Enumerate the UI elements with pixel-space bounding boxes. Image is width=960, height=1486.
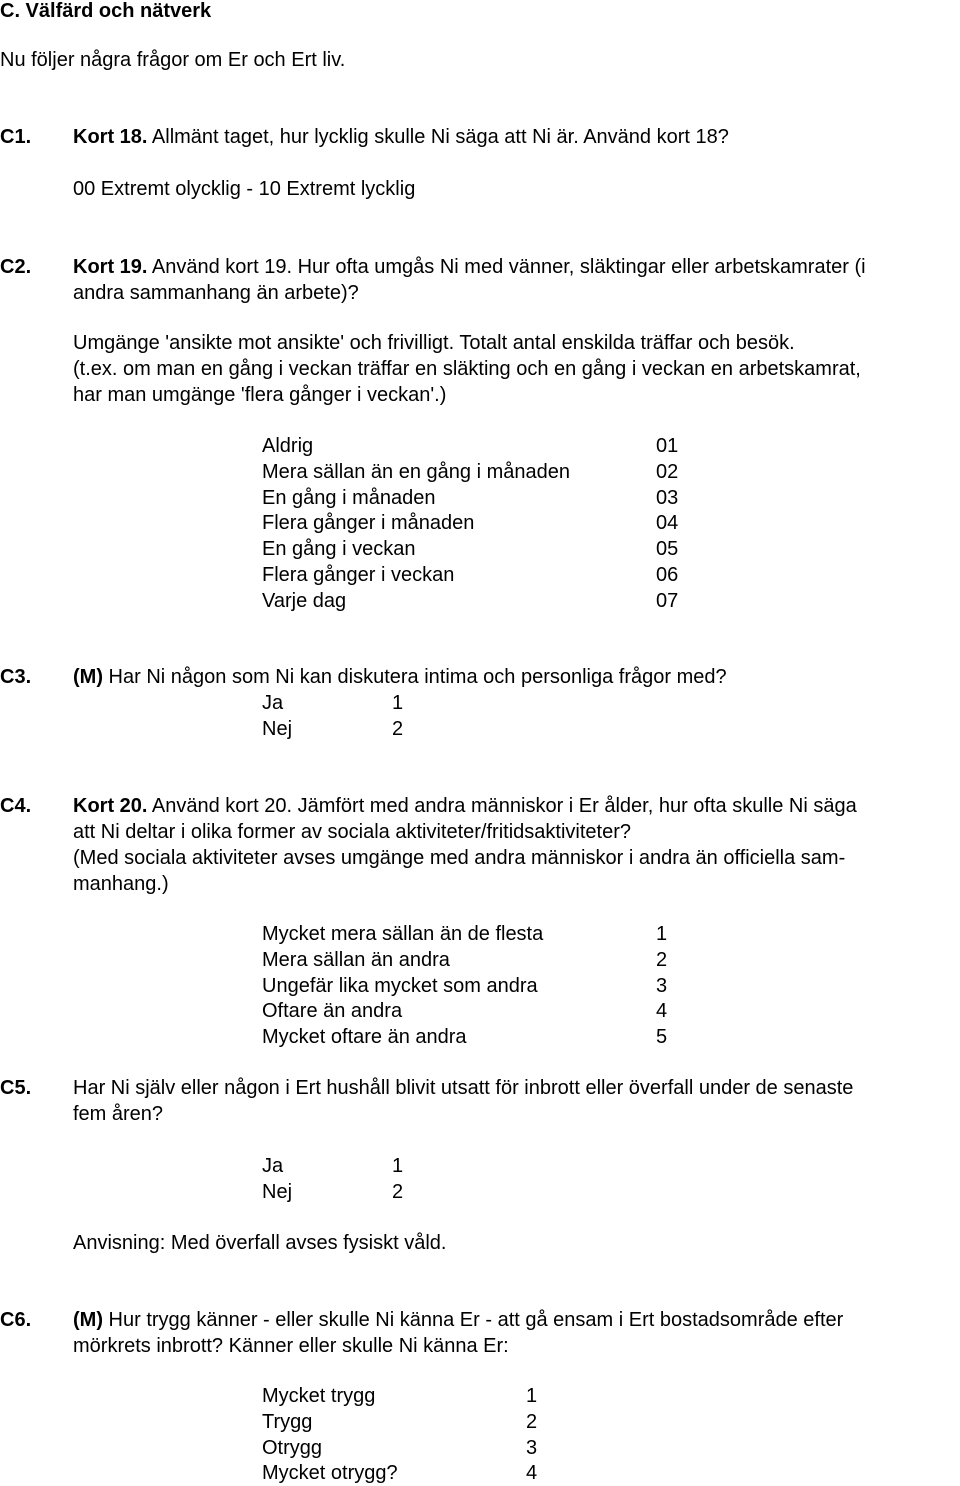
option-code: 1 bbox=[392, 692, 404, 714]
answer-options-c6 bbox=[262, 1383, 538, 1486]
question-text: Hur trygg känner - eller skulle Ni känna Er - att gå ensam i Ert bostadsområde efter bbox=[102, 1309, 844, 1331]
answer-option bbox=[262, 998, 668, 1024]
question-c2-line-1 bbox=[73, 254, 866, 280]
question-c4-line-1 bbox=[73, 793, 857, 819]
question-text: Har Ni någon som Ni kan diskutera intima och personliga frågor med? bbox=[102, 666, 727, 688]
question-c6-line-2: mörkrets inbrott? Känner eller skulle Ni känna Er: bbox=[73, 1335, 509, 1357]
instruction-note: Anvisning: Med överfall avses fysiskt våld. bbox=[73, 1232, 447, 1254]
answer-option bbox=[262, 947, 668, 973]
question-text: Allmänt taget, hur lycklig skulle Ni säga att Ni är. Använd kort 18? bbox=[147, 126, 729, 148]
option-code: 5 bbox=[656, 1026, 668, 1049]
option-code: 2 bbox=[392, 1180, 404, 1203]
option-code: 4 bbox=[656, 1000, 668, 1023]
question-c2-line-5: har man umgänge 'flera gånger i veckan'.) bbox=[73, 384, 447, 406]
question-c1-scale: 00 Extremt olycklig - 10 Extremt lycklig bbox=[73, 178, 416, 200]
answer-option bbox=[262, 921, 668, 947]
option-label: Nej bbox=[262, 1180, 293, 1203]
question-c2-line-4: (t.ex. om man en gång i veckan träffar en släkting och en gång i veckan en arbetskamrat, bbox=[73, 358, 861, 380]
question-number-c5: C5. bbox=[0, 1077, 32, 1099]
answer-option bbox=[262, 459, 679, 485]
option-code: 01 bbox=[656, 435, 679, 457]
option-code: 2 bbox=[656, 948, 668, 971]
option-label: Varje dag bbox=[262, 589, 347, 612]
question-c2-line-3: Umgänge 'ansikte mot ansikte' och frivilligt. Totalt antal enskilda träffar och besök. bbox=[73, 332, 795, 354]
question-c4-line-2: att Ni deltar i olika former av sociala aktiviteter/fritidsaktiviteter? bbox=[73, 821, 631, 843]
option-label: Mera sällan än andra bbox=[262, 948, 450, 971]
option-code: 1 bbox=[392, 1155, 404, 1177]
question-number-c2: C2. bbox=[0, 256, 32, 278]
answer-option bbox=[262, 1383, 538, 1409]
answer-option bbox=[262, 562, 679, 588]
answer-option bbox=[262, 588, 679, 614]
question-c6-line-1 bbox=[73, 1307, 843, 1333]
option-code: 2 bbox=[526, 1410, 538, 1433]
option-label: Mycket trygg bbox=[262, 1385, 376, 1407]
question-number-c4: C4. bbox=[0, 795, 32, 817]
answer-option bbox=[262, 1153, 404, 1179]
answer-options-c2 bbox=[262, 433, 679, 614]
mode-marker: (M) bbox=[73, 666, 103, 688]
question-c2-line-2: andra sammanhang än arbete)? bbox=[73, 282, 359, 304]
option-label: Mera sällan än en gång i månaden bbox=[262, 460, 570, 483]
option-label: Mycket otrygg? bbox=[262, 1462, 398, 1485]
answer-option bbox=[262, 1024, 668, 1050]
answer-option bbox=[262, 1460, 538, 1486]
answer-option bbox=[262, 536, 679, 562]
question-number-c1: C1. bbox=[0, 126, 32, 148]
option-code: 04 bbox=[656, 512, 679, 535]
question-number-c3: C3. bbox=[0, 666, 32, 688]
option-label: Otrygg bbox=[262, 1436, 323, 1459]
option-code: 07 bbox=[656, 589, 679, 612]
option-code: 05 bbox=[656, 538, 679, 561]
question-c5-line-1: Har Ni själv eller någon i Ert hushåll blivit utsatt för inbrott eller överfall under de senaste bbox=[73, 1077, 854, 1099]
option-label: Nej bbox=[262, 717, 293, 740]
question-number-c6: C6. bbox=[0, 1309, 32, 1331]
card-reference: Kort 20. bbox=[73, 795, 148, 817]
section-intro: Nu följer några frågor om Er och Ert liv. bbox=[0, 49, 346, 71]
option-label: Ja bbox=[262, 692, 284, 714]
question-c3-line-1 bbox=[73, 664, 727, 690]
option-label: En gång i månaden bbox=[262, 486, 436, 509]
question-c4-line-3: (Med sociala aktiviteter avses umgänge med andra människor i andra än officiella sam- bbox=[73, 847, 846, 869]
section-title: C. Välfärd och nätverk bbox=[0, 0, 212, 22]
question-c5-line-2: fem åren? bbox=[73, 1103, 164, 1125]
answer-options-c3 bbox=[262, 690, 404, 742]
option-label: Oftare än andra bbox=[262, 1000, 403, 1023]
answer-option bbox=[262, 1409, 538, 1435]
option-code: 2 bbox=[392, 717, 404, 740]
option-code: 3 bbox=[656, 974, 668, 997]
card-reference: Kort 18. bbox=[73, 126, 148, 148]
answer-option bbox=[262, 510, 679, 536]
option-label: Ja bbox=[262, 1155, 284, 1177]
answer-options-c4 bbox=[262, 921, 668, 1050]
answer-option bbox=[262, 433, 679, 459]
option-label: Mycket mera sällan än de flesta bbox=[262, 923, 544, 945]
card-reference: Kort 19. bbox=[73, 256, 148, 278]
option-code: 03 bbox=[656, 486, 679, 509]
question-text: Använd kort 20. Jämfört med andra människor i Er ålder, hur ofta skulle Ni säga bbox=[147, 795, 857, 817]
option-label: Flera gånger i veckan bbox=[262, 563, 455, 586]
option-label: Flera gånger i månaden bbox=[262, 512, 475, 535]
answer-option bbox=[262, 485, 679, 511]
answer-option bbox=[262, 716, 404, 742]
option-code: 3 bbox=[526, 1436, 538, 1459]
answer-options-c5 bbox=[262, 1153, 404, 1205]
answer-option bbox=[262, 690, 404, 716]
mode-marker: (M) bbox=[73, 1309, 103, 1331]
option-code: 1 bbox=[526, 1385, 538, 1407]
option-label: Aldrig bbox=[262, 435, 314, 457]
option-code: 1 bbox=[656, 923, 668, 945]
option-code: 4 bbox=[526, 1462, 538, 1485]
option-label: Mycket oftare än andra bbox=[262, 1026, 467, 1049]
answer-option bbox=[262, 1435, 538, 1461]
option-label: En gång i veckan bbox=[262, 538, 416, 561]
question-text: Använd kort 19. Hur ofta umgås Ni med vänner, släktingar eller arbetskamrater (i bbox=[147, 256, 866, 278]
option-code: 06 bbox=[656, 563, 679, 586]
answer-option bbox=[262, 973, 668, 999]
option-label: Ungefär lika mycket som andra bbox=[262, 974, 538, 997]
question-c4-line-4: manhang.) bbox=[73, 873, 169, 895]
question-c1-line-1 bbox=[73, 124, 729, 150]
option-label: Trygg bbox=[262, 1410, 313, 1433]
option-code: 02 bbox=[656, 460, 679, 483]
answer-option bbox=[262, 1179, 404, 1205]
